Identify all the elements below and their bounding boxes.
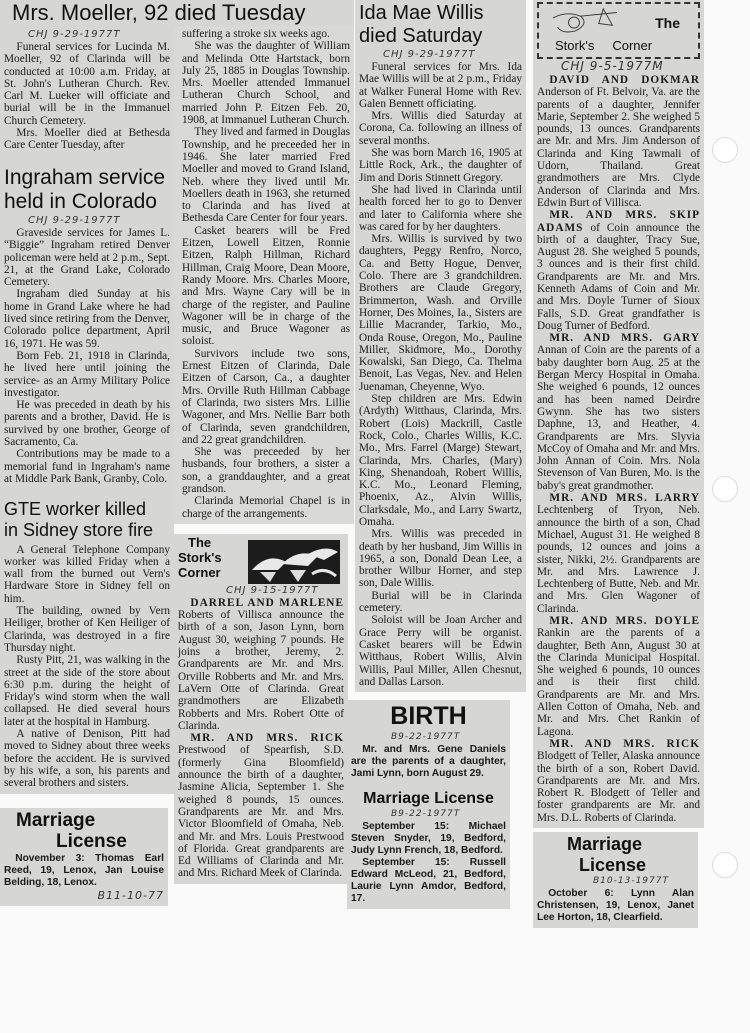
stork-sketch-icon bbox=[545, 7, 625, 39]
paragraph: Rusty Pitt, 21, was walking in the street at the side of the store about 6:30 p.m. during the height of Friday's wind storm when the wall collapsed. He died several hours later at the hospital in Hamburg. bbox=[4, 654, 170, 728]
paragraph: Mrs. Willis is survived by two daughters, Peggy Renfro, Norco, Ca. and Betty Hogue, Denver, Colo. There are 3 grandchildren. Brothers are Claude Gregory, Brimmerton, Wash. and Orville Horner, Des Moines, Ia., Sisters are Lillie Macrander, Tarkio, Mo., Onda Rouse, Oregon, Mo., Pauline Miller, Skidmore, Mo., Dorothy Kowalski, San Diego, Ca. Thelma Benoit, Las Vegas, Nev. and Helen Juenaman, Cheyenne, Wyo. bbox=[359, 233, 522, 393]
paragraph: They lived and farmed in Douglas Township, and he preceeded her in 1946. She later married Fred Moeller and moved to Grand Island, Neb. where they lived until Mr. Moellers death in 1963, she returned to Clarinda and has lived at Bethesda Care Center for four years. bbox=[182, 126, 350, 225]
column-1 bbox=[0, 26, 174, 906]
ingraham-headline-1: Ingraham service bbox=[4, 165, 166, 189]
marriage-mid-title: Marriage License bbox=[363, 789, 494, 807]
stork-mid-title-1: The bbox=[188, 534, 212, 550]
stork-mid-title-3: Corner bbox=[178, 564, 221, 580]
paragraph: A native of Denison, Pitt had moved to Sidney about three weeks before the accident. He is survived by his wife, a son, his parents and several brothers and sisters. bbox=[4, 728, 170, 790]
paragraph: Burial will be in Clarinda cemetery. bbox=[359, 589, 522, 615]
paragraph-text: Anderson of Ft. Belvoir, Va. are the parents of a daughter, Jennifer Marie, September 2. She weighed 5 pounds, 13 ounces. Grandparents are Mr. and Mrs. Jim Anderson of Clarinda and King Tawmali of Udorn, Thailand. Great grandmothers are Mrs. Clyde Anderson of Clarinda and Mrs. Edwin Burt of Villisca. bbox=[537, 86, 700, 209]
paragraph: She was the daughter of William and Melinda Otte Hartstack, born July 25, 1885 in Douglas Township. Mrs. Moeller attended Immanuel Lutheran Church School, and married John P. Eitzen Feb. 20, 1908, at Immanuel Lutheran Church. bbox=[182, 40, 350, 127]
stork-right-title-2: Stork's bbox=[555, 38, 595, 53]
paragraph: Born Feb. 21, 1918 in Clarinda, he lived here until joining the service- as an Army Military Police investigator. bbox=[4, 349, 170, 399]
stork-right-handwritten-date: CHJ 9-5-1977M bbox=[561, 58, 664, 73]
clipping-willis bbox=[355, 0, 526, 692]
paragraph bbox=[537, 209, 700, 332]
stork-mid-header bbox=[178, 536, 344, 584]
paragraph: Mr. and Mrs. Gene Daniels are the parents of a daughter, Jami Lynn, born August 29. bbox=[351, 743, 506, 779]
clipping-marriage-license-right bbox=[533, 832, 698, 928]
paragraph: Casket bearers will be Fred Eitzen, Lowell Eitzen, Ronnie Eitzen, Ralph Hillman, Richard Hillman, Craig Moore, Dean Moore, Randy Moore. Mrs. Charles Moore, and Mrs. Wayne Cary will be in charge of the register, and Pauline Wagoner will be in charge of the music, and Bruce Wagoner as soloist. bbox=[182, 224, 350, 348]
paragraph: Mrs. Willis died Saturday at Corona, Ca. following an illness of several months. bbox=[359, 110, 522, 147]
marriage-left-title-2: License bbox=[56, 831, 127, 853]
marriage-mid-body bbox=[351, 821, 506, 905]
paragraph: September 15: Russell Edward McLeod, 21, Bedford, Laurie Lynn Amdor, Bedford, 17. bbox=[351, 857, 506, 905]
stork-right-title-3: Corner bbox=[612, 38, 653, 53]
paragraph-text: Prestwood of Spearfish, S.D. (formerly Gina Bloomfield) announce the birth of a daughter, Jasmine Alicia, September 1. She weighed 8 pounds, 15 ounces. Grandparents are Mr. and Mrs. Victor Bloomfield of Omaha, Neb. and Mr. and Mrs. Louis Prestwood of Florida. Great grandparents are Ed Williams of Clarinda and Mr. and Mrs. Richard Meek of Clarinda. bbox=[178, 744, 344, 880]
paragraph: Graveside services for James L. “Biggie” Ingraham retired Denver policeman were held at 2 p.m., Sept. 21, at the Grand Lake, Colorado Cemetery. bbox=[4, 226, 170, 289]
paragraph: September 15: Michael Steven Snyder, 19, Bedford, Judy Lynn French, 18, Bedford. bbox=[351, 821, 506, 857]
stork-mid-body bbox=[178, 597, 344, 880]
paragraph bbox=[178, 732, 344, 880]
column-3 bbox=[351, 0, 526, 909]
paragraph: Funeral services for Mrs. Ida Mae Willis will be at 2 p.m., Friday at Walker Funeral Home with Rev. Galen Bennett officiating. bbox=[359, 61, 522, 110]
birth-handwritten-date: B9-22-1977T bbox=[391, 731, 461, 742]
willis-headline-2: died Saturday bbox=[359, 25, 483, 47]
paragraph-text: suffering a stroke six weeks ago. bbox=[182, 28, 330, 40]
paragraph: She was born March 16, 1905 at Little Rock, Ark., the daughter of Jim and Doris Stinnett Gregory. bbox=[359, 147, 522, 184]
paragraph: Clarinda Memorial Chapel is in charge of the arrangements. bbox=[182, 495, 350, 520]
paragraph-text: Blodgett of Teller, Alaska announce the birth of a son, Robert David. Grandparents are Mr. and Mrs. Robert R. Blodgett of Teller and foster grandparents are Mr. and Mrs. D.L. Roberts of Clarinda. bbox=[537, 750, 700, 824]
marriage-left-handwritten-date: B11-10-77 bbox=[97, 889, 164, 903]
ingraham-body bbox=[4, 227, 170, 485]
paragraph bbox=[182, 28, 350, 40]
paragraph: A General Telephone Company worker was killed Friday when a wall from the burned out Vern's Hardware Store in Sidney fell on him. bbox=[4, 543, 170, 605]
punch-hole bbox=[712, 476, 738, 502]
marriage-right-body bbox=[537, 888, 694, 924]
paragraph: November 3: Thomas Earl Reed, 19, Lenox, Jan Louise Belding, 18, Lenox. bbox=[4, 853, 164, 889]
gte-headline-2: in Sidney store fire bbox=[4, 519, 154, 540]
gte-body bbox=[4, 544, 170, 790]
moeller-body-col1 bbox=[4, 41, 170, 152]
paragraph-text: Lechtenberg of Tryon, Neb. announce the birth of a son, Chad Michael, August 31. He weighed 8 pounds, 12 ounces and joins a sister, Nikki, 2½. Grandparents are Mr. and Mrs. Lawrence J. Lechtenberg of Butte, Neb. and Mr. and Mrs. Glen Wagoner of Clarinda. bbox=[537, 504, 700, 615]
stork-right-body bbox=[537, 74, 700, 824]
paragraph-text: Rankin are the parents of a daughter, Beth Ann, August 30 at the Clarinda Municipal Hospital. She weighed 6 pounds, 10 ounces and is their first child. Grandparents are Mr. and Mrs. Allen Cotton of Omaha, Neb. and Mr. and Mrs. Chet Rankin of Lagona. bbox=[537, 627, 700, 738]
announcement-lead: DAVID AND DOKMAR bbox=[549, 73, 700, 86]
paragraph bbox=[537, 492, 700, 615]
paragraph: October 6: Lynn Alan Christensen, 19, Lenox, Janet Lee Horton, 18, Clearfield. bbox=[537, 888, 694, 924]
paragraph: Mrs. Willis was preceded in death by her husband, Jim Willis in 1965, a son, Donald Dean Lee, a brother Wilbur Horner, and step son, Dale Willis. bbox=[359, 528, 522, 590]
paragraph-text: of Coin announce the birth of a daughter, Tracy Sue, August 28. She weighed 5 pounds, 3 ounces and is their first child. Grandparents are Mr. and Mrs. Kenneth Adams of Coin and Mr. and Mrs. Doyle Turner of Sioux Falls, S.D. Great grandfather is Doug Turner of Bedford. bbox=[537, 221, 700, 332]
willis-body bbox=[359, 61, 522, 688]
moeller-handwritten-date: CHJ 9-29-1977T bbox=[28, 29, 121, 40]
paragraph bbox=[537, 738, 700, 824]
column-4 bbox=[533, 0, 704, 928]
paragraph bbox=[537, 332, 700, 492]
moeller-headline: Mrs. Moeller, 92 died Tuesday bbox=[12, 0, 306, 25]
stork-mid-title-2: Stork's bbox=[178, 549, 222, 565]
announcement-lead: DARREL AND MARLENE bbox=[190, 596, 344, 609]
punch-hole bbox=[712, 137, 738, 163]
willis-handwritten-date: CHJ 9-29-1977T bbox=[383, 49, 476, 60]
announcement-lead: MR. AND MRS. RICK bbox=[190, 732, 344, 745]
marriage-mid-handwritten-date: B9-22-1977T bbox=[391, 809, 461, 820]
stork-mid-title bbox=[178, 536, 242, 581]
stork-illustration bbox=[248, 540, 340, 584]
clipping-moeller-col2 bbox=[174, 26, 354, 524]
moeller-body-col2 bbox=[182, 28, 350, 520]
stork-mid-handwritten-date: CHJ 9-15-1977T bbox=[226, 584, 319, 596]
paragraph: Survivors include two sons, Ernest Eitzen of Clarinda, Dale Eitzen of Carson, Ca., a daughter Mrs. Orville Ruth Hillman Cabbage of Clarinda, two sisters Mrs. Lillie Wagoner, and Mrs. Nellie Barr both of Clarinda, seven grandchildren, and 22 great grandchildren. bbox=[182, 347, 350, 446]
clipping-storks-corner-right bbox=[533, 0, 704, 828]
announcement-lead: MR. AND MRS. SKIP ADAMS bbox=[537, 209, 700, 234]
paragraph: Mrs. Moeller died at Bethesda Care Center Tuesday, after bbox=[4, 127, 170, 152]
column-2 bbox=[174, 26, 354, 884]
announcement-lead: MR. AND MRS. DOYLE bbox=[549, 615, 700, 627]
paragraph: The building, owned by Vern Heiliger, brother of Ken Heiliger of Clarinda, was destroyed in a fire Thursday night. bbox=[4, 605, 170, 654]
marriage-right-title-2: License bbox=[579, 854, 647, 875]
stork-right-title-1: The bbox=[655, 14, 680, 31]
paragraph: Ingraham died Sunday at his home in Grand Lake where he had lived since retiring from the Denver, Colorado police department, April 16, 1971. He was 59. bbox=[4, 288, 170, 350]
marriage-right-handwritten-date: B10-13-1977T bbox=[593, 876, 669, 887]
announcement-lead: MR. AND MRS. RICK bbox=[549, 737, 700, 750]
willis-headline-1: Ida Mae Willis bbox=[359, 2, 484, 24]
ingraham-headline-2: held in Colorado bbox=[4, 189, 157, 213]
paragraph: He was preceded in death by his parents and a brother, David. He is survived by one brother, George of Sacramento, Ca. bbox=[4, 399, 170, 448]
paragraph: She was preceeded by her husbands, four brothers, a sister a son, a granddaughter, and a great grandson. bbox=[182, 446, 350, 495]
marriage-left-body bbox=[4, 853, 164, 889]
marriage-left-title-1: Marriage bbox=[16, 809, 96, 831]
clipping-storks-corner-middle bbox=[174, 534, 348, 884]
marriage-right-title-1: Marriage bbox=[567, 834, 643, 855]
stork-right-header-box bbox=[537, 2, 700, 59]
birth-body bbox=[351, 744, 506, 780]
paragraph: Funeral services for Lucinda M. Moeller, 92 of Clarinda will be conducted at 10:00 a.m. Friday, at St. John's Lutheran Church. Rev. Carl M. Lueker will officiate and burial will be in the Immanuel Church Cemetery. bbox=[4, 41, 170, 127]
paragraph bbox=[178, 597, 344, 732]
paragraph bbox=[537, 615, 700, 738]
gte-headline-1: GTE worker killed bbox=[4, 499, 147, 520]
paragraph: Step children are Mrs. Edwin (Ardyth) Witthaus, Clarinda, Mrs. Robert (Lois) Mackrill, Castle Rock, Colo., Charles Willis, K.C. Mo., Mrs. Farrel (Marge) Stewart, Clarinda, Mrs. Charles, (Mary) King, Shenandoah, Robert Willis, K.C. Mo., Leonard Fleming, Phoenix, Az., Alvin Willis, Clarksdale, Mo., and Larry Swartz, Omaha. bbox=[359, 393, 522, 528]
clipping-birth-marriage bbox=[347, 700, 510, 909]
moeller-headline-strip bbox=[0, 0, 354, 26]
paragraph bbox=[537, 74, 700, 209]
birth-title: BIRTH bbox=[390, 702, 467, 731]
announcement-lead: MR. AND MRS. LARRY bbox=[549, 492, 700, 505]
paragraph: Soloist will be Joan Archer and Grace Perry will be organist. Casket bearers will be Edwin Witthaus, Robert Willis, Alvin Willis, Paul Miller, Allen Chesnut, and Dallas Larson. bbox=[359, 614, 522, 688]
paragraph: Contributions may be made to a memorial fund in Ingraham's name at Middle Park Bank, Granby, Colo. bbox=[4, 448, 170, 485]
ingraham-handwritten-date: CHJ 9-29-1977T bbox=[28, 214, 121, 226]
clipping-left-column bbox=[0, 26, 174, 794]
announcement-lead: MR. AND MRS. GARY bbox=[549, 332, 700, 345]
paragraph: She had lived in Clarinda until health forced her to go to Denver and later to California where she was cared for by her daughters. bbox=[359, 183, 522, 233]
paragraph-text: Roberts of Villisca announce the birth of a son, Jason Lynn, born August 30, weighing 7 pounds. He joins a brother, Jeremy, 2. Grandparents are Mr. and Mrs. Orville Robberts and Mr. and Mrs. LaVern Otte of Clarinda. Great grandmothers are Elizabeth Robberts and Mrs. Robert Otte of Clarinda. bbox=[178, 609, 344, 732]
paragraph-text: Annan of Coin are the parents of a baby daughter born Aug. 25 at the Bergan Mercy Hospital in Omaha. She weighed 6 pounds, 12 ounces and has been named Deirdre Gwynn. She has two sisters Daphne, 13, and Heather, 4. Grandparents are Mrs. Slyvia McCoy of Omaha and Mr. and Mrs. John Annan of Coin. Mrs. Nola Stevenson of Van Buren, Mo. is the baby's great grandmother. bbox=[537, 344, 700, 492]
clipping-marriage-license-left bbox=[0, 808, 168, 907]
punch-hole bbox=[712, 852, 738, 878]
